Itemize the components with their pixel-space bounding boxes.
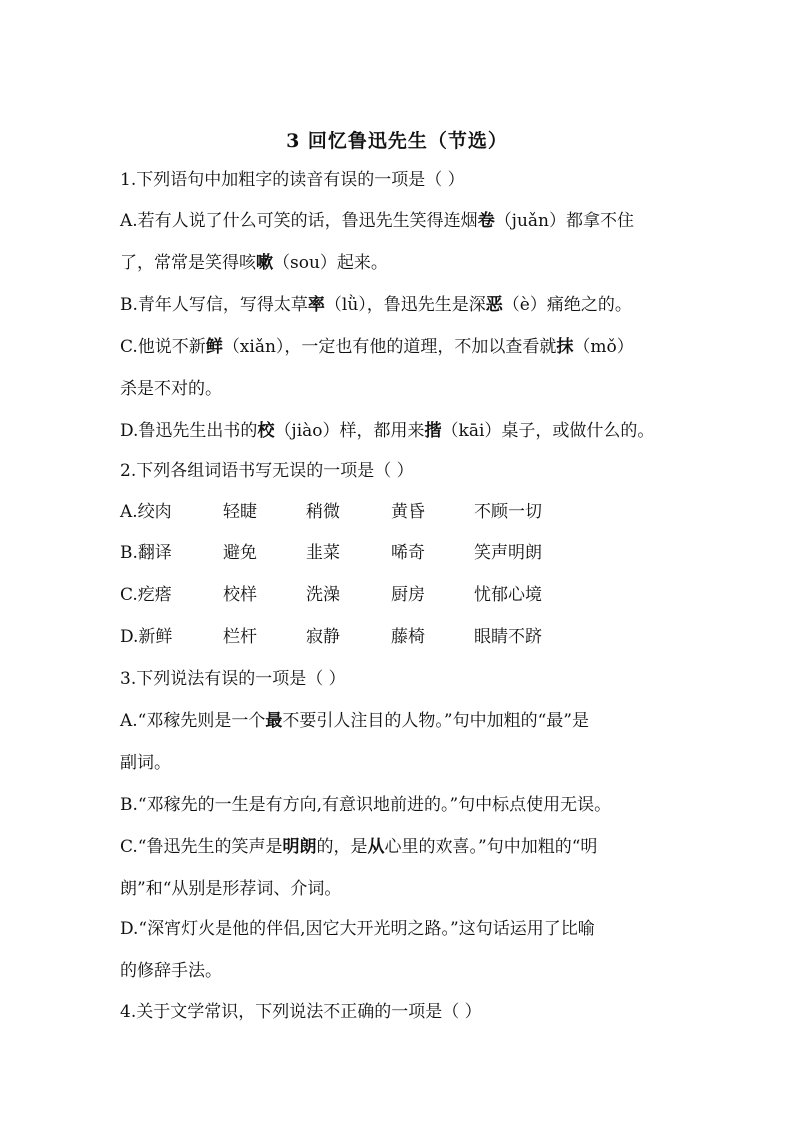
bold-char: 从 xyxy=(367,837,385,857)
word-cell: B.翻译 xyxy=(120,543,172,563)
bold-char: 明朗 xyxy=(282,837,317,857)
word-cell: D.新鲜 xyxy=(120,627,173,647)
word-cell: 韭菜 xyxy=(306,543,340,563)
page-title: 3 回忆鲁迅先生（节选） xyxy=(286,130,508,152)
bold-char: 抹 xyxy=(556,337,574,357)
bold-char: 恶 xyxy=(485,295,503,315)
word-cell: 不顾一切 xyxy=(474,502,542,522)
question-1-stem: 1.下列语句中加粗字的读音有误的一项是（ ） xyxy=(120,170,465,190)
question-1-option-b: B.青年人写信，写得太草率（lǜ），鲁迅先生是深恶（è）痛绝之的。 xyxy=(120,295,632,315)
word-cell: 唏奇 xyxy=(391,543,425,563)
bold-char: 卷 xyxy=(477,211,495,231)
word-cell: 稍微 xyxy=(306,502,340,522)
word-cell: 笑声明朗 xyxy=(474,543,542,563)
bold-char: 校 xyxy=(257,421,275,441)
word-cell: 厨房 xyxy=(391,585,425,605)
word-cell: 黄昏 xyxy=(391,502,425,522)
question-1-option-d: D.鲁迅先生出书的校（jiào）样，都用来揩（kāi）桌子，或做什么的。 xyxy=(120,421,655,441)
bold-char: 最 xyxy=(265,711,283,731)
bold-char: 嗽 xyxy=(256,253,273,273)
question-3-option-a-line2: 副词。 xyxy=(120,753,171,773)
word-cell: 轻睫 xyxy=(223,502,257,522)
word-cell: 忧郁心境 xyxy=(474,585,542,605)
question-1-option-a-line2: 了，常常是笑得咳嗽（sou）起来。 xyxy=(120,253,388,273)
word-cell: 眼睛不跻 xyxy=(474,627,542,647)
question-4-stem: 4.关于文学常识，下列说法不正确的一项是（ ） xyxy=(120,1002,482,1022)
question-3-option-b: B.“邓稼先的一生是有方向,有意识地前进的。”句中标点使用无误。 xyxy=(120,795,612,815)
question-3-option-d-line1: D.“深宵灯火是他的伴侣,因它大开光明之路。”这句话运用了比喻 xyxy=(120,919,595,939)
word-cell: 校样 xyxy=(223,585,257,605)
word-cell: 避免 xyxy=(223,543,257,563)
question-3-option-c-line2: 朗”和“从别是形荐词、介词。 xyxy=(120,879,342,899)
question-1-option-c-line1: C.他说不新鲜（xiǎn），一定也有他的道理，不加以查看就抹（mǒ） xyxy=(120,337,634,357)
question-1-option-c-line2: 杀是不对的。 xyxy=(120,379,222,399)
bold-char: 率 xyxy=(307,295,325,315)
word-cell: 寂静 xyxy=(306,627,340,647)
question-3-option-c-line1: C.“鲁迅先生的笑声是明朗的，是从心里的欢喜。”句中加粗的“明 xyxy=(120,837,598,857)
question-2-stem: 2.下列各组词语书写无误的一项是（ ） xyxy=(120,461,414,481)
question-1-option-a-line1: A.若有人说了什么可笑的话，鲁迅先生笑得连烟卷（juǎn）都拿不住 xyxy=(120,211,634,231)
question-3-option-d-line2: 的修辞手法。 xyxy=(120,961,222,981)
word-cell: 藤椅 xyxy=(391,627,425,647)
question-3-option-a-line1: A.“邓稼先则是一个最不要引人注目的人物。”句中加粗的“最”是 xyxy=(120,711,589,731)
bold-char: 鲜 xyxy=(205,337,223,357)
word-cell: C.疙瘩 xyxy=(120,585,172,605)
word-cell: 洗澡 xyxy=(306,585,340,605)
bold-char: 揩 xyxy=(424,421,442,441)
word-cell: A.绞肉 xyxy=(120,502,172,522)
question-3-stem: 3.下列说法有误的一项是（ ） xyxy=(120,669,346,689)
word-cell: 栏杆 xyxy=(223,627,257,647)
